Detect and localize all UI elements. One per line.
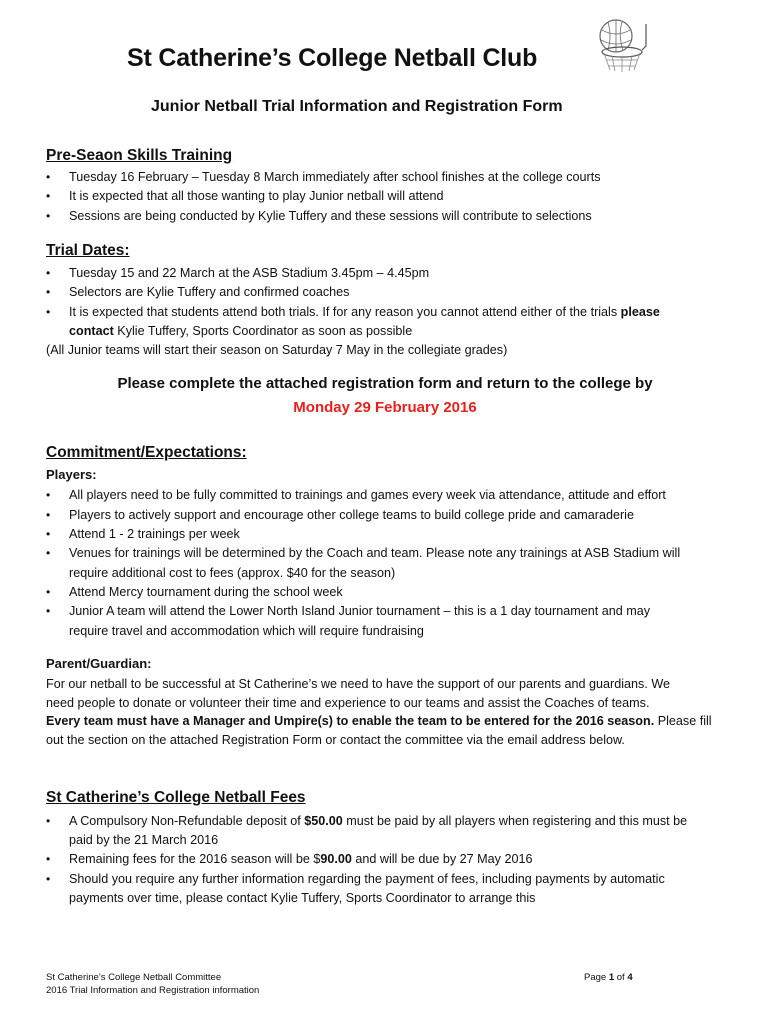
- footer-committee: St Catherine’s College Netball Committee: [46, 972, 222, 983]
- bullet: •: [46, 872, 51, 886]
- list-item-text: must be paid by all players when registering and this must be: [342, 814, 688, 828]
- paragraph-line: For our netball to be successful at St Catherine’s we need to have the support of our parents and guardians. We: [46, 677, 670, 691]
- list-item: Tuesday 15 and 22 March at the ASB Stadium 3.45pm – 4.45pm: [69, 266, 430, 280]
- list-item-text: A Compulsory Non-Refundable deposit of: [69, 814, 305, 828]
- callout-deadline: Monday 29 February 2016: [293, 399, 477, 416]
- paragraph-text: Please fill: [654, 714, 712, 728]
- bullet: •: [46, 604, 51, 618]
- parent-guardian-label: Parent/Guardian:: [46, 656, 152, 671]
- list-item-text: and will be due by 27 May 2016: [351, 852, 533, 866]
- bullet: •: [46, 814, 51, 828]
- netball-hoop-icon: [592, 16, 648, 74]
- preseason-heading: Pre-Seaon Skills Training: [46, 147, 233, 164]
- list-item: Should you require any further information regarding the payment of fees, including payments by automatic: [69, 872, 665, 886]
- list-item-continued: require travel and accommodation which will require fundraising: [69, 624, 424, 638]
- paragraph-line: out the section on the attached Registration Form or contact the committee via the email address below.: [46, 733, 625, 747]
- bullet: •: [46, 585, 51, 599]
- list-item-continued: paid by the 21 March 2016: [69, 833, 219, 847]
- list-item: [69, 303, 660, 323]
- bullet: •: [46, 527, 51, 541]
- list-item: Tuesday 16 February – Tuesday 8 March immediately after school finishes at the college courts: [69, 170, 601, 184]
- list-item-continued: [69, 322, 412, 342]
- list-item: All players need to be fully committed to trainings and games every week via attendance, attitude and effort: [69, 488, 666, 502]
- bullet: •: [46, 852, 51, 866]
- list-item-continued: payments over time, please contact Kylie Tuffery, Sports Coordinator to arrange this: [69, 891, 536, 905]
- emphasis-text: contact: [69, 324, 114, 338]
- list-item: Junior A team will attend the Lower North Island Junior tournament – this is a 1 day tournament and may: [69, 604, 651, 618]
- footer-left: [46, 971, 259, 997]
- fee-amount: 90.00: [320, 852, 352, 866]
- bullet: •: [46, 266, 51, 280]
- list-item-text: It is expected that students attend both trials. If for any reason you cannot attend either of the trials: [69, 305, 621, 319]
- list-item: Selectors are Kylie Tuffery and confirmed coaches: [69, 285, 350, 299]
- document-title: St Catherine’s College Netball Club: [127, 44, 538, 72]
- fees-heading: St Catherine’s College Netball Fees: [46, 789, 306, 806]
- emphasis-text: Every team must have a Manager and Umpire(s) to enable the team to be entered for the 2016 season.: [46, 714, 655, 728]
- footer-doc-name: 2016 Trial Information and Registration information: [46, 985, 260, 996]
- page-prefix: Page: [584, 972, 609, 983]
- list-item: Attend 1 - 2 trainings per week: [69, 527, 240, 541]
- players-label: Players:: [46, 467, 97, 482]
- bullet: •: [46, 488, 51, 502]
- list-item-text: Kylie Tuffery, Sports Coordinator as soon as possible: [113, 324, 413, 338]
- bullet: •: [46, 209, 51, 223]
- page-of: of: [614, 972, 628, 983]
- commitment-heading: Commitment/Expectations:: [46, 444, 247, 461]
- page-number: [584, 971, 633, 984]
- list-item: [69, 812, 687, 832]
- paragraph-line: need people to donate or volunteer their time and experience to our teams and assist the Coaches of teams.: [46, 696, 650, 710]
- list-item: Venues for trainings will be determined by the Coach and team. Please note any trainings at ASB Stadium will: [69, 546, 681, 560]
- paragraph-line: [46, 712, 712, 732]
- deposit-amount: $50.00: [304, 814, 343, 828]
- bullet: •: [46, 546, 51, 560]
- callout-instruction: Please complete the attached registration form and return to the college by: [117, 375, 653, 392]
- list-item-continued: require additional cost to fees (approx. $40 for the season): [69, 566, 396, 580]
- list-item: It is expected that all those wanting to play Junior netball will attend: [69, 189, 444, 203]
- page-total: 4: [627, 972, 633, 983]
- form-subtitle: Junior Netball Trial Information and Registration Form: [151, 98, 563, 115]
- bullet: •: [46, 170, 51, 184]
- list-item-text: Remaining fees for the 2016 season will be $: [69, 852, 321, 866]
- list-item: Players to actively support and encourage other college teams to build college pride and camaraderie: [69, 508, 634, 522]
- trial-dates-heading: Trial Dates:: [46, 242, 130, 259]
- bullet: •: [46, 508, 51, 522]
- season-note: (All Junior teams will start their season on Saturday 7 May in the collegiate grades): [46, 343, 508, 357]
- bullet: •: [46, 305, 51, 319]
- list-item: Sessions are being conducted by Kylie Tuffery and these sessions will contribute to selections: [69, 209, 592, 223]
- list-item: Attend Mercy tournament during the school week: [69, 585, 343, 599]
- page-current: 1: [608, 972, 615, 983]
- bullet: •: [46, 189, 51, 203]
- bullet: •: [46, 285, 51, 299]
- list-item: [69, 850, 532, 870]
- emphasis-text: please: [620, 305, 660, 319]
